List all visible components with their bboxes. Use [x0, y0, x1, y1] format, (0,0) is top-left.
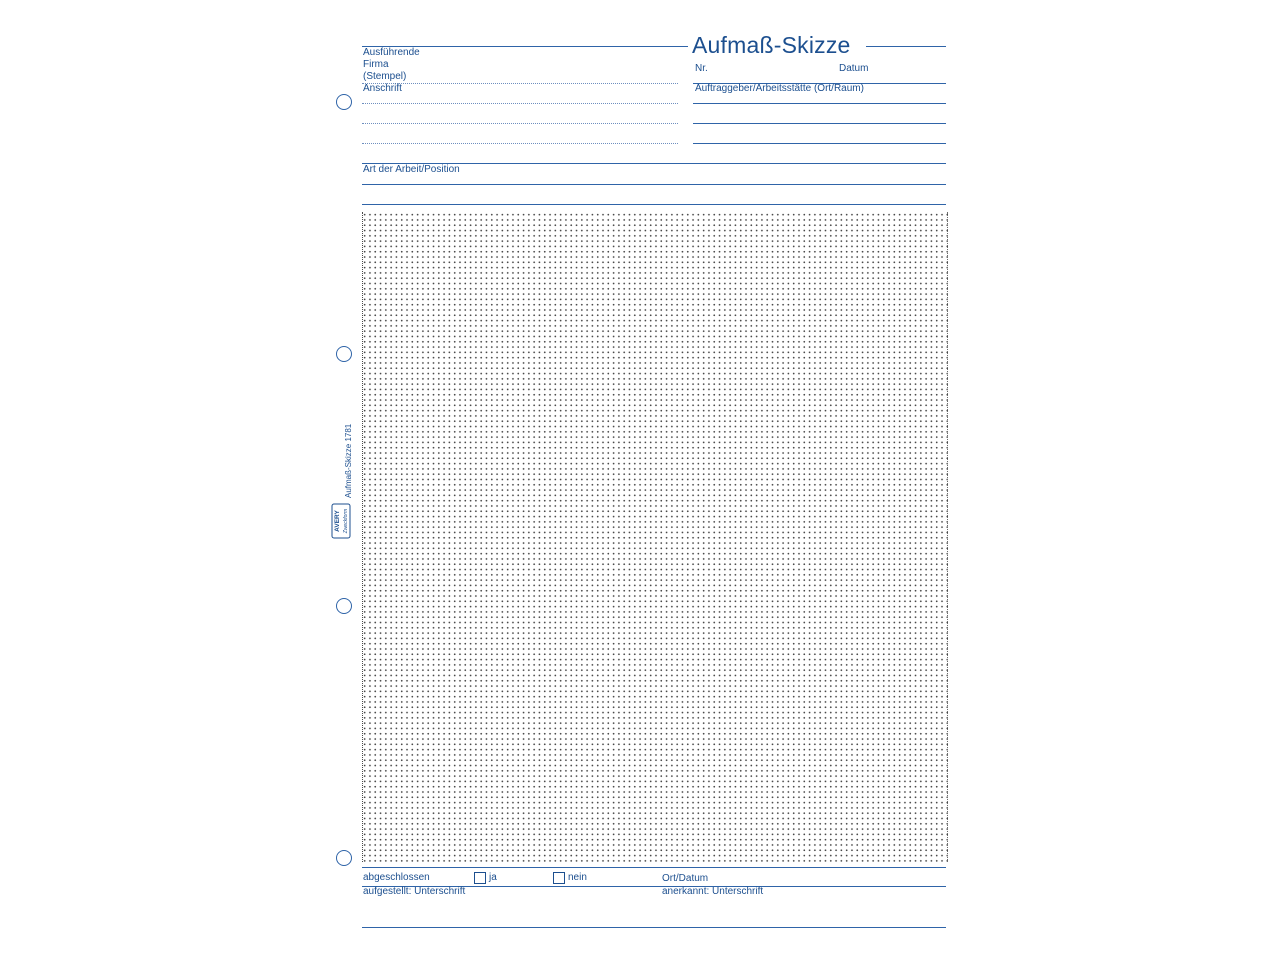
address-label: Anschrift	[363, 83, 402, 94]
punch-hole-3	[336, 598, 352, 614]
executing-label: Ausführende	[363, 47, 420, 58]
address-line-2[interactable]	[362, 123, 678, 124]
place-date-label: Ort/Datum	[662, 873, 709, 884]
address-line-3[interactable]	[362, 143, 678, 144]
stamp-label: (Stempel)	[363, 71, 407, 82]
sketch-grid-border	[362, 212, 947, 862]
side-product-text: Aufmaß-Skizze 1781	[344, 423, 353, 498]
completed-label: abgeschlossen	[363, 872, 430, 883]
punch-hole-4	[336, 850, 352, 866]
acknowledged-signature-label: anerkannt: Unterschrift	[662, 886, 764, 897]
form-title: Aufmaß-Skizze	[692, 32, 851, 58]
number-label: Nr.	[695, 63, 708, 74]
yes-label: ja	[489, 872, 497, 883]
company-stamp-line[interactable]	[362, 83, 678, 84]
no-checkbox[interactable]	[553, 872, 565, 884]
signature-line[interactable]	[362, 927, 946, 928]
work-line-2[interactable]	[362, 204, 946, 205]
date-label: Datum	[839, 63, 869, 74]
punch-hole-1	[336, 94, 352, 110]
company-label: Firma	[363, 59, 389, 70]
created-signature-label: aufgestellt: Unterschrift	[363, 886, 466, 897]
work-line-1[interactable]	[362, 184, 946, 185]
logo-sub-text: Zweckform	[343, 508, 349, 534]
client-line-3[interactable]	[693, 143, 946, 144]
footer-top-rule	[362, 867, 946, 868]
logo-brand-text: AVERY	[334, 510, 341, 532]
client-label: Auftraggeber/Arbeitsstätte (Ort/Raum)	[695, 83, 864, 94]
title-rule-right	[866, 46, 946, 47]
client-line-2[interactable]	[693, 123, 946, 124]
address-line-1[interactable]	[362, 103, 678, 104]
punch-hole-2	[336, 346, 352, 362]
avery-zweckform-logo	[328, 503, 354, 539]
client-line-1[interactable]	[693, 103, 946, 104]
no-label: nein	[568, 872, 587, 883]
work-label: Art der Arbeit/Position	[363, 164, 460, 175]
yes-checkbox[interactable]	[474, 872, 486, 884]
